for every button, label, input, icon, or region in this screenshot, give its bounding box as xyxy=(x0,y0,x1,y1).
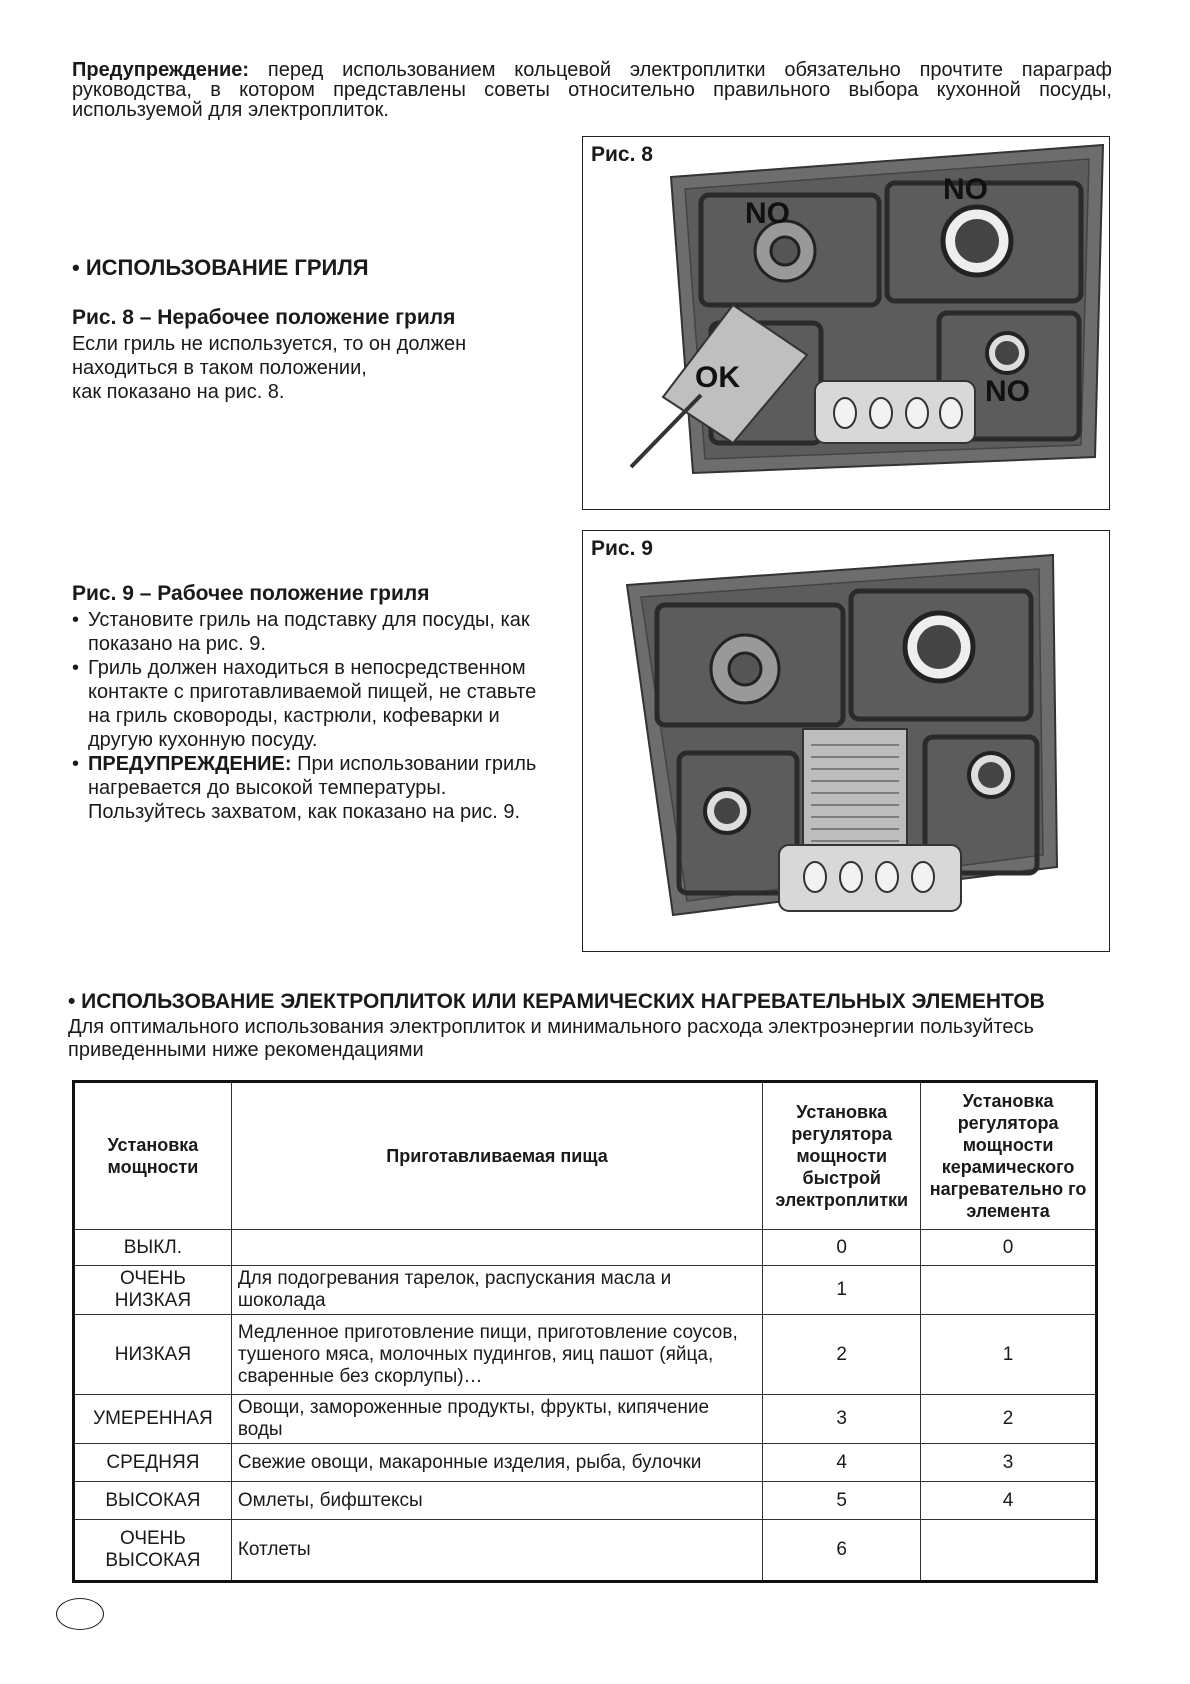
table-row xyxy=(74,1444,1097,1482)
intro-warning xyxy=(72,60,1112,120)
table-row xyxy=(74,1482,1097,1520)
fig9-bullet-2: • Гриль должен находиться в непосредственном контакте с приготавливаемой пищей, не ставьте на гриль сковороды, кастрюли, кофеварки и другую кухонную посуду. xyxy=(72,656,562,752)
cell-ceramic: 2 xyxy=(921,1395,1097,1444)
cell-food: Овощи, замороженные продукты, фрукты, кипячение воды xyxy=(231,1395,762,1444)
cell-ceramic: 3 xyxy=(921,1444,1097,1482)
fig8-line: находиться в таком положении, xyxy=(72,357,367,379)
table-row xyxy=(74,1230,1097,1266)
cell-fast: 2 xyxy=(763,1315,921,1395)
hob-illustration-fig8 xyxy=(583,137,1109,509)
cell-power: ВЫКЛ. xyxy=(74,1230,232,1266)
fig9-bullet-1: • Установите гриль на подставку для посуды, как показано на рис. 9. xyxy=(72,608,562,656)
fig9-title: Рис. 9 – Рабочее положение гриля xyxy=(72,582,430,605)
cell-food xyxy=(231,1230,762,1266)
figure-9 xyxy=(582,530,1110,952)
no-label: NO xyxy=(745,197,790,230)
col-header-power: Установка мощности xyxy=(74,1082,232,1230)
figure-8-label: Рис. 8 xyxy=(591,143,653,166)
cell-food: Омлеты, бифштексы xyxy=(231,1482,762,1520)
table-row xyxy=(74,1266,1097,1315)
cell-ceramic xyxy=(921,1520,1097,1582)
hob-illustration-fig9 xyxy=(583,531,1109,951)
cell-power: СРЕДНЯЯ xyxy=(74,1444,232,1482)
cell-ceramic xyxy=(921,1266,1097,1315)
cell-power: УМЕРЕННАЯ xyxy=(74,1395,232,1444)
no-label: NO xyxy=(943,173,988,206)
fig9-description xyxy=(72,608,562,824)
ok-label: OK xyxy=(695,361,740,394)
col-header-fast-plate: Установка регулятора мощности быстрой электроплитки xyxy=(763,1082,921,1230)
table-header-row xyxy=(74,1082,1097,1230)
cell-ceramic: 0 xyxy=(921,1230,1097,1266)
figure-9-label: Рис. 9 xyxy=(591,537,653,560)
cell-fast: 4 xyxy=(763,1444,921,1482)
cell-fast: 0 xyxy=(763,1230,921,1266)
electric-intro: Для оптимального использования электроплиток и минимального расхода электроэнергии пользуйтесь приведенными ниже рекомендациями xyxy=(68,1016,1034,1061)
cell-power: НИЗКАЯ xyxy=(74,1315,232,1395)
fig8-title: Рис. 8 – Нерабочее положение гриля xyxy=(72,306,456,329)
cell-fast: 6 xyxy=(763,1520,921,1582)
cell-power: ОЧЕНЬ ВЫСОКАЯ xyxy=(74,1520,232,1582)
cell-power: ОЧЕНЬ НИЗКАЯ xyxy=(74,1266,232,1315)
fig8-line: как показано на рис. 8. xyxy=(72,381,285,403)
cell-ceramic: 4 xyxy=(921,1482,1097,1520)
fig9-bullet-3: • ПРЕДУПРЕЖДЕНИЕ: При использовании гриль нагревается до высокой температуры. Пользуйтесь захватом, как показано на рис. 9. xyxy=(72,752,562,824)
table-row xyxy=(74,1315,1097,1395)
cell-food: Котлеты xyxy=(231,1520,762,1582)
cell-food: Для подогревания тарелок, распускания масла и шоколада xyxy=(231,1266,762,1315)
cell-ceramic: 1 xyxy=(921,1315,1097,1395)
col-header-ceramic: Установка регулятора мощности керамического нагревательно го элемента xyxy=(921,1082,1097,1230)
intro-warning-text: перед использованием кольцевой электроплитки обязательно прочтите параграф руководства, в котором представлены советы относительно правильного выбора кухонной посуды, используемой для электроплиток. xyxy=(72,59,1112,121)
cell-power: ВЫСОКАЯ xyxy=(74,1482,232,1520)
table-row xyxy=(74,1520,1097,1582)
fig8-description xyxy=(72,332,466,404)
grill-heading: • ИСПОЛЬЗОВАНИЕ ГРИЛЯ xyxy=(72,255,369,280)
cell-fast: 5 xyxy=(763,1482,921,1520)
power-settings-table xyxy=(72,1080,1098,1583)
col-header-food: Приготавливаемая пища xyxy=(231,1082,762,1230)
no-label: NO xyxy=(985,375,1030,408)
cell-food: Свежие овощи, макаронные изделия, рыба, булочки xyxy=(231,1444,762,1482)
cell-food: Медленное приготовление пищи, приготовление соусов, тушеного мяса, молочных пудингов, яиц пашот (яйца, сваренные без скорлупы)… xyxy=(231,1315,762,1395)
fig8-line: Если гриль не используется, то он должен xyxy=(72,333,467,355)
table-row xyxy=(74,1395,1097,1444)
page-number-oval xyxy=(56,1598,104,1630)
electric-heading: • ИСПОЛЬЗОВАНИЕ ЭЛЕКТРОПЛИТОК ИЛИ КЕРАМИЧЕСКИХ НАГРЕВАТЕЛЬНЫХ ЭЛЕМЕНТОВ xyxy=(68,990,1045,1013)
figure-8 xyxy=(582,136,1110,510)
cell-fast: 1 xyxy=(763,1266,921,1315)
cell-fast: 3 xyxy=(763,1395,921,1444)
intro-warning-lead: Предупреждение: xyxy=(72,59,250,81)
